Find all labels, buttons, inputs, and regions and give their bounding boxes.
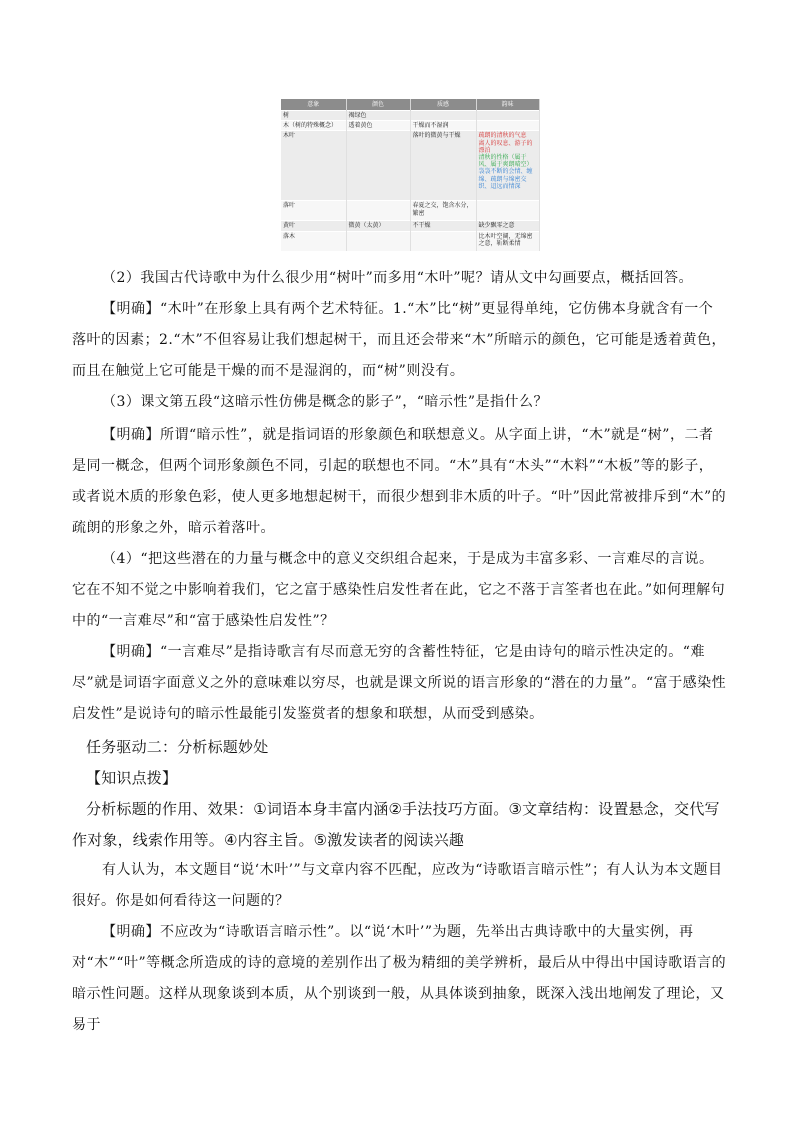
answer-5: 【明确】不应改为“诗歌语言暗示性”。以“说‘木叶’”为题，先举出古典诗歌中的大量实例，再对“木”“叶”等概念所造成的诗的意境的差别作出了极为精细的美学辨析，最后从中得出中国诗歌语言的暗示性问题。这样从现象谈到本质，从个别谈到一般，从具体谈到抽象，既深入浅出地阐发了理论，又易于: [72, 924, 727, 1033]
table-cell: 木（树的特殊概念）: [281, 121, 346, 131]
table-cell: [476, 131, 539, 201]
table-row: [281, 111, 539, 121]
table-row: [281, 131, 539, 201]
table-header-cell: 质感: [410, 99, 476, 111]
table-cell: 干燥而不湿润: [410, 121, 476, 131]
table-cell: 树: [281, 111, 346, 121]
table-cell: 不干燥: [410, 221, 476, 231]
question-2: （2）我国古代诗歌中为什么很少用“树叶”而多用“木叶”呢？请从文中勾画要点，概括回答。: [102, 270, 694, 286]
table-cell: [476, 111, 539, 121]
table-cell: 微黄（太黄）: [346, 221, 410, 231]
table-cell: [346, 231, 410, 251]
rhyme-note: 疏朗的清秋的气息: [478, 132, 527, 140]
table-cell: 黄叶: [281, 221, 346, 231]
table-cell: 落木: [281, 231, 346, 251]
rhyme-note: 离人的叹息、游子的漂泊: [478, 139, 533, 154]
answer-2: 【明确】“木叶”在形象上具有两个艺术特征。1.“木”比“树”更显得单纯，它仿佛本身就含有一个落叶的因素；2.“木”不但容易让我们想起树干，而且还会带来“木”所暗示的颜色，它可能是透着黄色，而且在触觉上它可能是干燥的而不是湿润的，而“树”则没有。: [72, 301, 726, 379]
table-cell: 缺少飘零之意: [476, 221, 539, 231]
table-cell: 春夏之交，饱含水分，繁密: [410, 201, 476, 221]
rhyme-note: 清秋的性格（属于风、属于爽朗晴空）: [478, 154, 533, 169]
table-cell: 落叶: [281, 201, 346, 221]
table-cell: 比木叶空阔，无绵密之意，斩断柔情: [476, 231, 539, 251]
table-cell: 落叶的微黄与干燥: [410, 131, 476, 201]
table-row: [281, 201, 539, 221]
table-cell: 褐绿色: [346, 111, 410, 121]
table-cell: [476, 201, 539, 221]
table-cell: [410, 111, 476, 121]
imagery-table: [281, 99, 540, 251]
table-header-cell: 韵味: [476, 99, 539, 111]
table-header-cell: 颜色: [346, 99, 410, 111]
table-cell: [476, 121, 539, 131]
table-row: [281, 121, 539, 131]
answer-4: 【明确】“一言难尽”是指诗歌言有尽而意无穷的含蓄性特征，它是由诗句的暗示性决定的。“难尽”就是词语字面意义之外的意味难以穷尽，也就是课文所说的语言形象的“潜在的力量”。“富于感染性启发性”是说诗句的暗示性最能引发鉴赏者的想象和联想，从而受到感染。: [72, 644, 727, 722]
table-cell: [346, 131, 410, 201]
answer-3: 【明确】所谓“暗示性”，就是指词语的形象颜色和联想意义。从字面上讲，“木”就是“树”，二者是同一概念，但两个词形象颜色不同，引起的联想也不同。“木”具有“木头”“木料”“木板”等的影子，或者说木质的形象色彩，使人更多地想起树干，而很少想到非木质的叶子。“叶”因此常被排斥到“木”的疏朗的形象之外，暗示着落叶。: [72, 427, 727, 536]
table-row: [281, 231, 539, 251]
analysis-text: 分析标题的作用、效果：①词语本身丰富内涵②手法技巧方面。③文章结构：设置悬念，交代写作对象，线索作用等。④内容主旨。⑤激发读者的阅读兴趣: [72, 800, 720, 849]
question-4: （4）“把这些潜在的力量与概念中的意义交织组合起来，于是成为丰富多彩、一言难尽的言说。它在不知不觉之中影响着我们，它之富于感染性启发性者在此，它之不落于言筌者也在此。”如何理解句中的“一言难尽”和“富于感染性启发性”？: [72, 551, 726, 629]
knowledge-heading: 【知识点拨】: [86, 769, 178, 787]
table-cell: [346, 201, 410, 221]
rhyme-note: 袅袅不断的会情、缠绵、疏朗与绵密交织、迢远而情深: [478, 168, 533, 190]
question-3: （3）课文第五段“这暗示性仿佛是概念的影子”，“暗示性”是指什么？: [102, 394, 549, 410]
section-heading: 任务驱动二：分析标题妙处: [86, 738, 269, 756]
table-cell: 木叶: [281, 131, 346, 201]
table-row: [281, 221, 539, 231]
table-header-row: [281, 99, 539, 111]
table-cell: 透着黄色: [346, 121, 410, 131]
table-header-cell: 意象: [281, 99, 346, 111]
table-cell: [410, 231, 476, 251]
question-5: 有人认为，本文题目“说‘木叶’”与文章内容不匹配，应改为“诗歌语言暗示性”；有人认为本文题目很好。你是如何看待这一问题的？: [72, 862, 723, 909]
